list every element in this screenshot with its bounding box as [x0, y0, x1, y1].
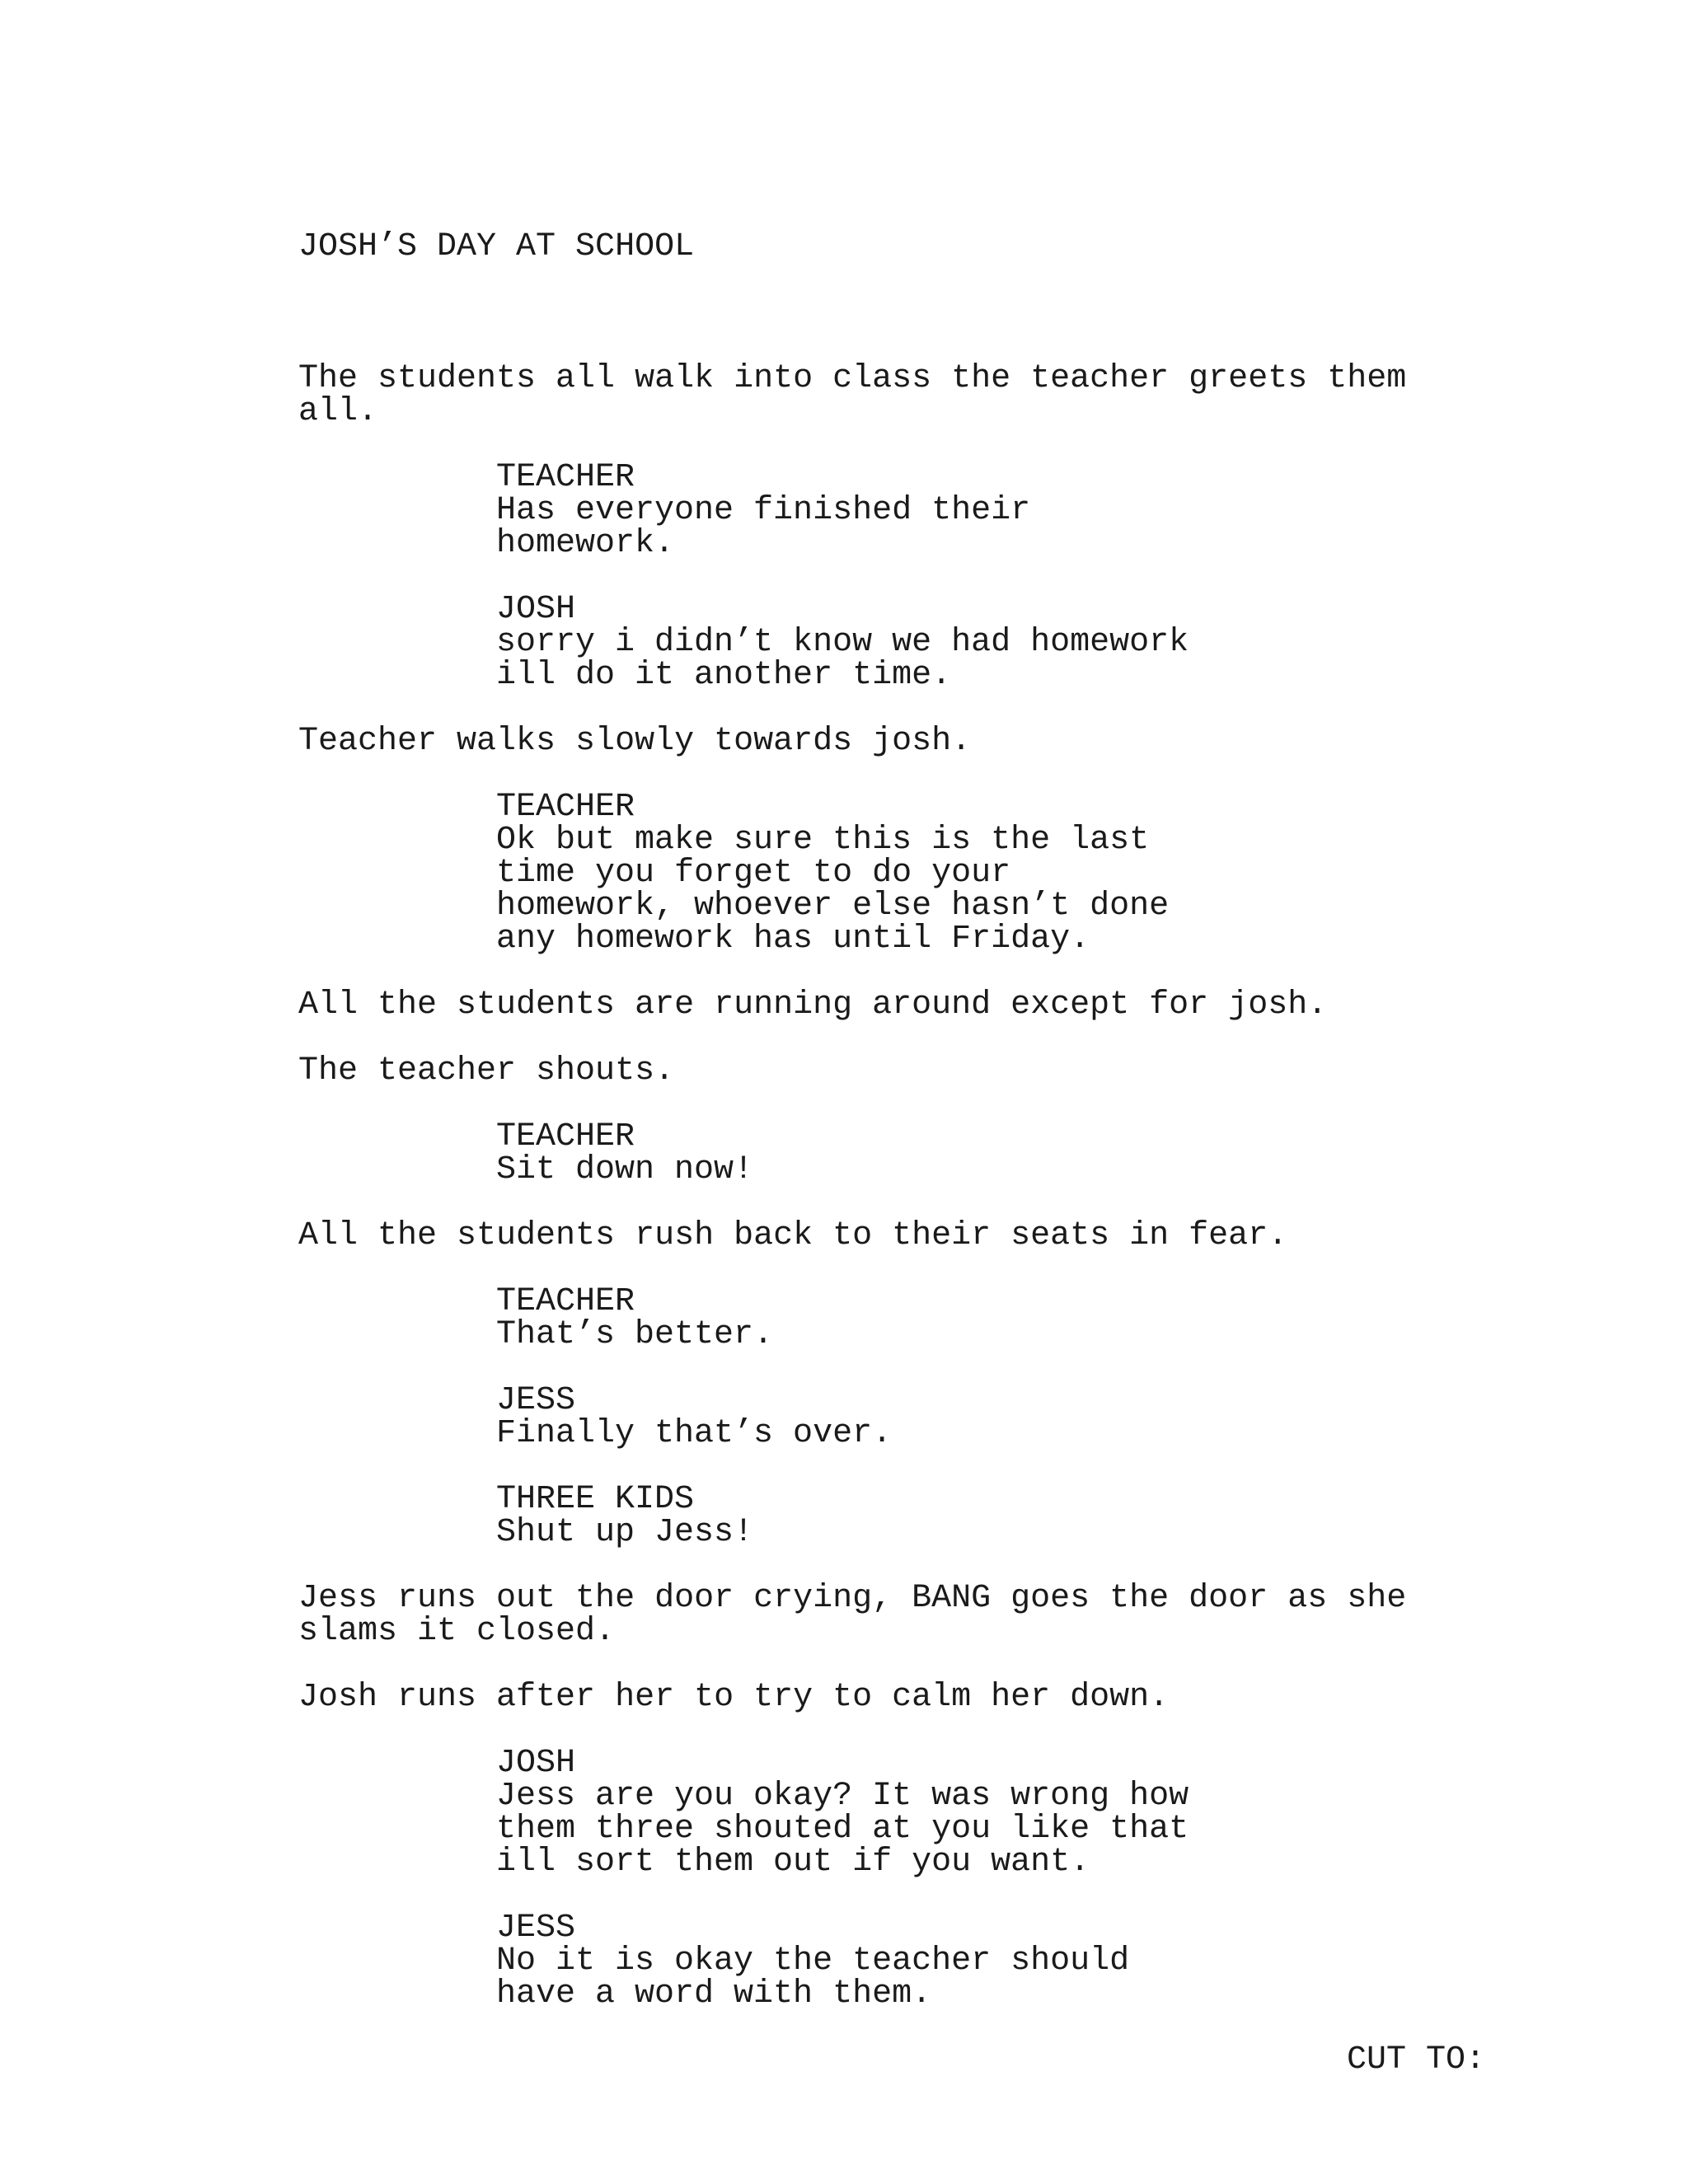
dialogue-line: any homework has until Friday.: [496, 921, 1090, 958]
dialogue-text: [496, 1151, 1584, 1188]
transition-block: [1347, 2041, 1584, 2079]
dialogue-line: time you forget to do your: [496, 855, 1011, 892]
dialogue-line: homework, whoever else hasn’t done: [496, 888, 1170, 925]
dialogue-line: Jess are you okay? It was wrong how: [496, 1778, 1189, 1815]
dialogue-line: have a word with them.: [496, 1975, 932, 2013]
screenplay-page: [298, 165, 1584, 2110]
action-line: All the students are running around except for josh.: [298, 987, 1328, 1024]
character-name: JOSH: [496, 591, 576, 628]
action-block: [298, 1217, 1584, 1254]
transition-line: CUT TO:: [1347, 2041, 1486, 2079]
action-block: [298, 1052, 1584, 1090]
dialogue-block: [298, 1283, 1584, 1353]
character-name: TEACHER: [496, 459, 635, 496]
dialogue-text: [496, 1415, 1584, 1452]
dialogue-block: [298, 593, 1584, 692]
action-line: Jess runs out the door crying, BANG goes the door as she: [298, 1580, 1407, 1617]
character-name: TEACHER: [496, 1283, 635, 1320]
dialogue-line: Sit down now!: [496, 1151, 754, 1188]
character-name: TEACHER: [496, 1118, 635, 1155]
action-line: slams it closed.: [298, 1613, 616, 1650]
action-block: [298, 725, 1584, 758]
action-block: [298, 360, 1584, 430]
dialogue-text: [496, 626, 1584, 692]
action-line: Josh runs after her to try to calm her down.: [298, 1679, 1170, 1716]
action-block: [298, 1582, 1584, 1648]
character-name: JOSH: [496, 1745, 576, 1782]
action-line: All the students rush back to their seats in fear.: [298, 1217, 1288, 1254]
dialogue-line: Has everyone finished their: [496, 492, 1031, 529]
dialogue-line: Shut up Jess!: [496, 1514, 754, 1551]
dialogue-block: [298, 791, 1584, 956]
dialogue-line: No it is okay the teacher should: [496, 1943, 1130, 1980]
dialogue-block: [298, 459, 1584, 562]
dialogue-line: That’s better.: [496, 1316, 774, 1353]
dialogue-text: [496, 1780, 1584, 1879]
action-block: [298, 989, 1584, 1022]
dialogue-block: [298, 1747, 1584, 1879]
character-name: JESS: [496, 1910, 576, 1947]
dialogue-line: sorry i didn’t know we had homework: [496, 624, 1189, 661]
dialogue-line: homework.: [496, 525, 675, 562]
dialogue-line: Finally that’s over.: [496, 1415, 893, 1452]
dialogue-text: [496, 824, 1584, 956]
dialogue-line: Ok but make sure this is the last: [496, 822, 1150, 859]
dialogue-block: [298, 1382, 1584, 1452]
action-line: The students all walk into class the teacher greets them: [298, 360, 1407, 397]
dialogue-line: them three shouted at you like that: [496, 1811, 1189, 1848]
character-name: JESS: [496, 1382, 576, 1419]
dialogue-line: ill do it another time.: [496, 657, 952, 694]
character-name: THREE KIDS: [496, 1481, 695, 1518]
dialogue-block: [298, 1118, 1584, 1188]
action-block: [298, 1681, 1584, 1714]
dialogue-text: [496, 494, 1584, 560]
dialogue-text: [496, 1516, 1584, 1549]
dialogue-block: [298, 1483, 1584, 1549]
screenplay-body: [298, 360, 1584, 2079]
dialogue-text: [496, 1316, 1584, 1353]
action-line: Teacher walks slowly towards josh.: [298, 723, 972, 760]
dialogue-line: ill sort them out if you want.: [496, 1844, 1090, 1881]
dialogue-block: [298, 1912, 1584, 2011]
scene-title: JOSH’S DAY AT SCHOOL: [298, 228, 695, 265]
dialogue-text: [496, 1945, 1584, 2011]
character-name: TEACHER: [496, 789, 635, 826]
action-line: all.: [298, 393, 378, 430]
scene-title-block: [298, 165, 1584, 330]
action-line: The teacher shouts.: [298, 1052, 675, 1090]
